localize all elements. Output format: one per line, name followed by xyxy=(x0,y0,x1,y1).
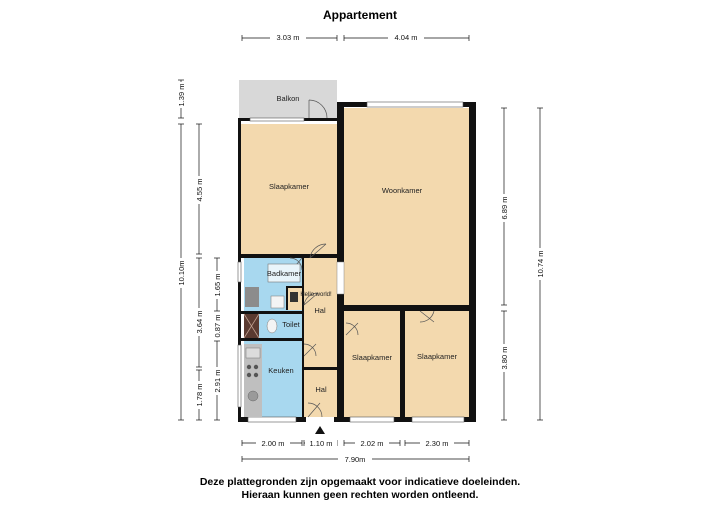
woonkamer-floor xyxy=(344,108,470,305)
disclaimer xyxy=(0,476,720,502)
slaapkamer-2-floor xyxy=(344,311,400,419)
entrance-arrow-icon xyxy=(315,426,325,434)
dim-left-lower: 3.64 m xyxy=(195,310,204,334)
dim-inner-badkamer: 1.65 m xyxy=(213,273,222,297)
dim-right-woonkamer: 6.89 m xyxy=(500,196,509,220)
dim-left-total: 10.10m xyxy=(177,260,186,286)
page-title: Appartement xyxy=(322,8,397,22)
living-opening xyxy=(337,262,344,294)
room-label-hal-1: Hal xyxy=(314,306,326,315)
dim-left-slaapkamer: 4.55 m xyxy=(195,178,204,202)
dim-bottom-4: 2.30 m xyxy=(425,439,449,448)
hal-2-floor xyxy=(304,370,337,419)
room-label-hal-2: Hal xyxy=(315,385,327,394)
dim-right-total: 10.74 m xyxy=(536,250,545,278)
dim-bottom-1: 2.00 m xyxy=(261,439,285,448)
toilet-icon xyxy=(267,319,277,333)
room-label-badkamer: Badkamer xyxy=(266,269,302,278)
boiler-icon xyxy=(290,292,298,302)
room-label-keuken: Keuken xyxy=(268,366,294,375)
slaapkamer-3-floor xyxy=(405,311,469,419)
dim-inner-keuken: 2.91 m xyxy=(213,369,222,393)
dim-right-slaapkamer: 3.80 m xyxy=(500,346,509,370)
room-label-slaapkamer-2: Slaapkamer xyxy=(351,353,393,362)
kitchen-sink-icon xyxy=(246,348,260,358)
dim-inner-toilet: 0.87 m xyxy=(213,314,222,338)
dim-top-left: 3.03 m xyxy=(276,33,300,42)
dim-left-balkon: 1.39 m xyxy=(177,83,186,107)
room-label-woonkamer: Woonkamer xyxy=(381,186,423,195)
appliance-icon xyxy=(248,391,258,401)
disclaimer-line-2: Hieraan kunnen geen rechten worden ontleend. xyxy=(241,489,479,501)
room-label-balkon: Balkon xyxy=(276,94,300,103)
room-label-closet: Hello world! xyxy=(300,292,332,298)
dim-bottom-total: 7.90m xyxy=(344,455,366,464)
dim-top-right: 4.04 m xyxy=(394,33,418,42)
dim-left-keuken: 1.78 m xyxy=(195,383,204,407)
entrance-opening xyxy=(306,417,334,422)
disclaimer-line-1: Deze plattegronden zijn opgemaakt voor indicatieve doeleinden. xyxy=(199,476,521,488)
room-label-toilet: Toilet xyxy=(282,320,300,329)
room-label-slaapkamer-3: Slaapkamer xyxy=(416,352,458,361)
washing-machine-icon xyxy=(245,287,259,307)
dim-bottom-2: 1.10 m xyxy=(309,439,333,448)
room-label-slaapkamer-1: Slaapkamer xyxy=(268,182,310,191)
sink-icon xyxy=(271,296,284,308)
dim-bottom-3: 2.02 m xyxy=(360,439,384,448)
